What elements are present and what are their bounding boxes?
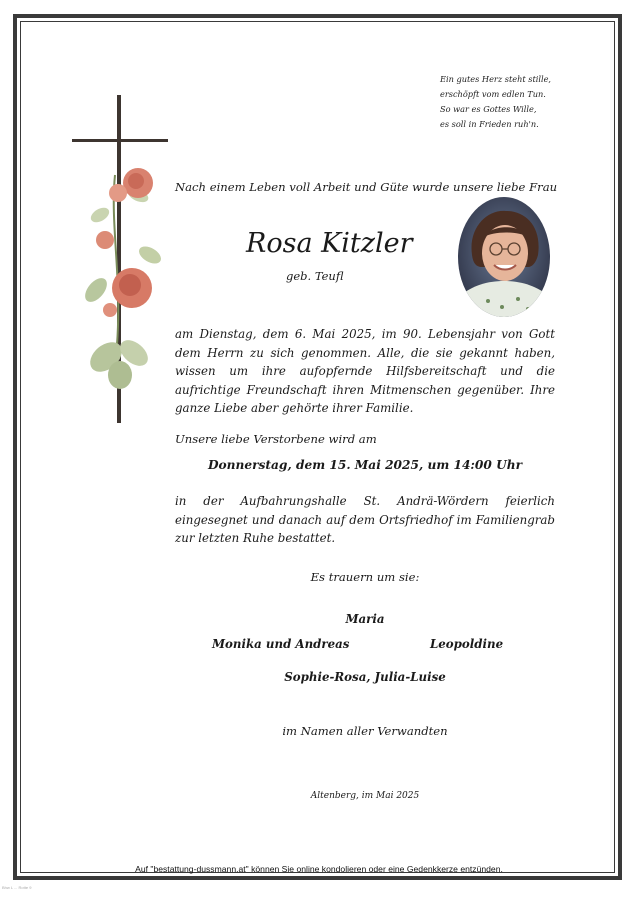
mourner-maria: Maria (345, 612, 385, 626)
cross-with-roses-icon (70, 95, 185, 425)
funeral-date: Donnerstag, dem 15. Mai 2025, um 14:00 Uhr (207, 458, 523, 472)
relatives-note: im Namen aller Verwandten (282, 724, 448, 738)
mourner-sophie-julia: Sophie-Rosa, Julia-Luise (284, 670, 446, 684)
poem-line: So war es Gottes Wille, (440, 104, 537, 114)
print-mark: Bhw L ... Rotte 9 (2, 885, 32, 890)
maiden-name: geb. Teufl (286, 269, 344, 283)
poem-line: erschöpft vom edlen Tun. (440, 89, 546, 99)
place-date: Altenberg, im Mai 2025 (310, 791, 420, 801)
paragraph-funeral-location: in der Aufbahrungshalle St. Andrä-Wördern feierlich eingesegnet und danach auf dem Ortsfriedhof im Familiengrab zur letzten Ruhe bestattet. (175, 494, 555, 546)
intro-text: Nach einem Leben voll Arbeit und Güte wurde unsere liebe Frau (175, 180, 558, 194)
poem-line: es soll in Frieden ruh'n. (440, 119, 539, 129)
paragraph-funeral-intro: Unsere liebe Verstorbene wird am (175, 432, 377, 446)
footer-condolence-note: Auf "bestattung-dussmann.at" können Sie online kondolieren oder eine Gedenkkerze entzünden. (135, 864, 503, 874)
poem-line: Ein gutes Herz steht stille, (440, 74, 552, 84)
deceased-name: Rosa Kitzler (246, 228, 413, 259)
portrait-photo (458, 197, 550, 317)
mourner-monika-andreas: Monika und Andreas (212, 637, 350, 651)
poem (440, 72, 580, 132)
mourner-leopoldine: Leopoldine (430, 637, 504, 651)
mourners-heading: Es trauern um sie: (310, 570, 420, 584)
paragraph-death-notice: am Dienstag, dem 6. Mai 2025, im 90. Lebensjahr von Gott dem Herrn zu sich genommen. Alle, die sie gekannt haben, wissen um ihre aufopfernde Hilfsbereitschaft und die aufrichtige Freundschaft ihren Mitmenschen gegenüber. Ihre ganze Liebe aber gehörte ihrer Familie. (175, 327, 555, 416)
